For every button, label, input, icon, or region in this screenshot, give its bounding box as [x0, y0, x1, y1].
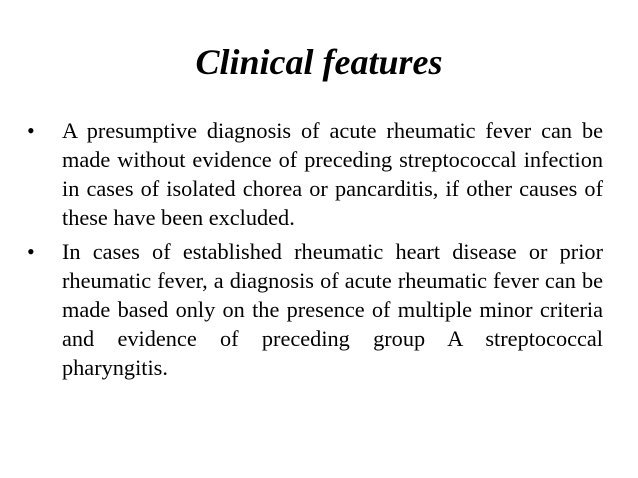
slide-title: Clinical features	[195, 42, 443, 82]
bullet-item	[27, 237, 603, 382]
bullet-text: A presumptive diagnosis of acute rheumatic fever can be made without evidence of preceding streptococcal infection in cases of isolated chorea or pancarditis, if other causes of these have been excluded.	[62, 118, 603, 230]
bullet-text: In cases of established rheumatic heart disease or prior rheumatic fever, a diagnosis of acute rheumatic fever can be made based only on the presence of multiple minor criteria and evidence of preceding group A streptococcal pharyngitis.	[62, 239, 603, 380]
bullet-list	[27, 116, 603, 387]
bullet-item	[27, 116, 603, 232]
bullet-marker: •	[27, 118, 35, 143]
bullet-marker: •	[27, 239, 35, 264]
